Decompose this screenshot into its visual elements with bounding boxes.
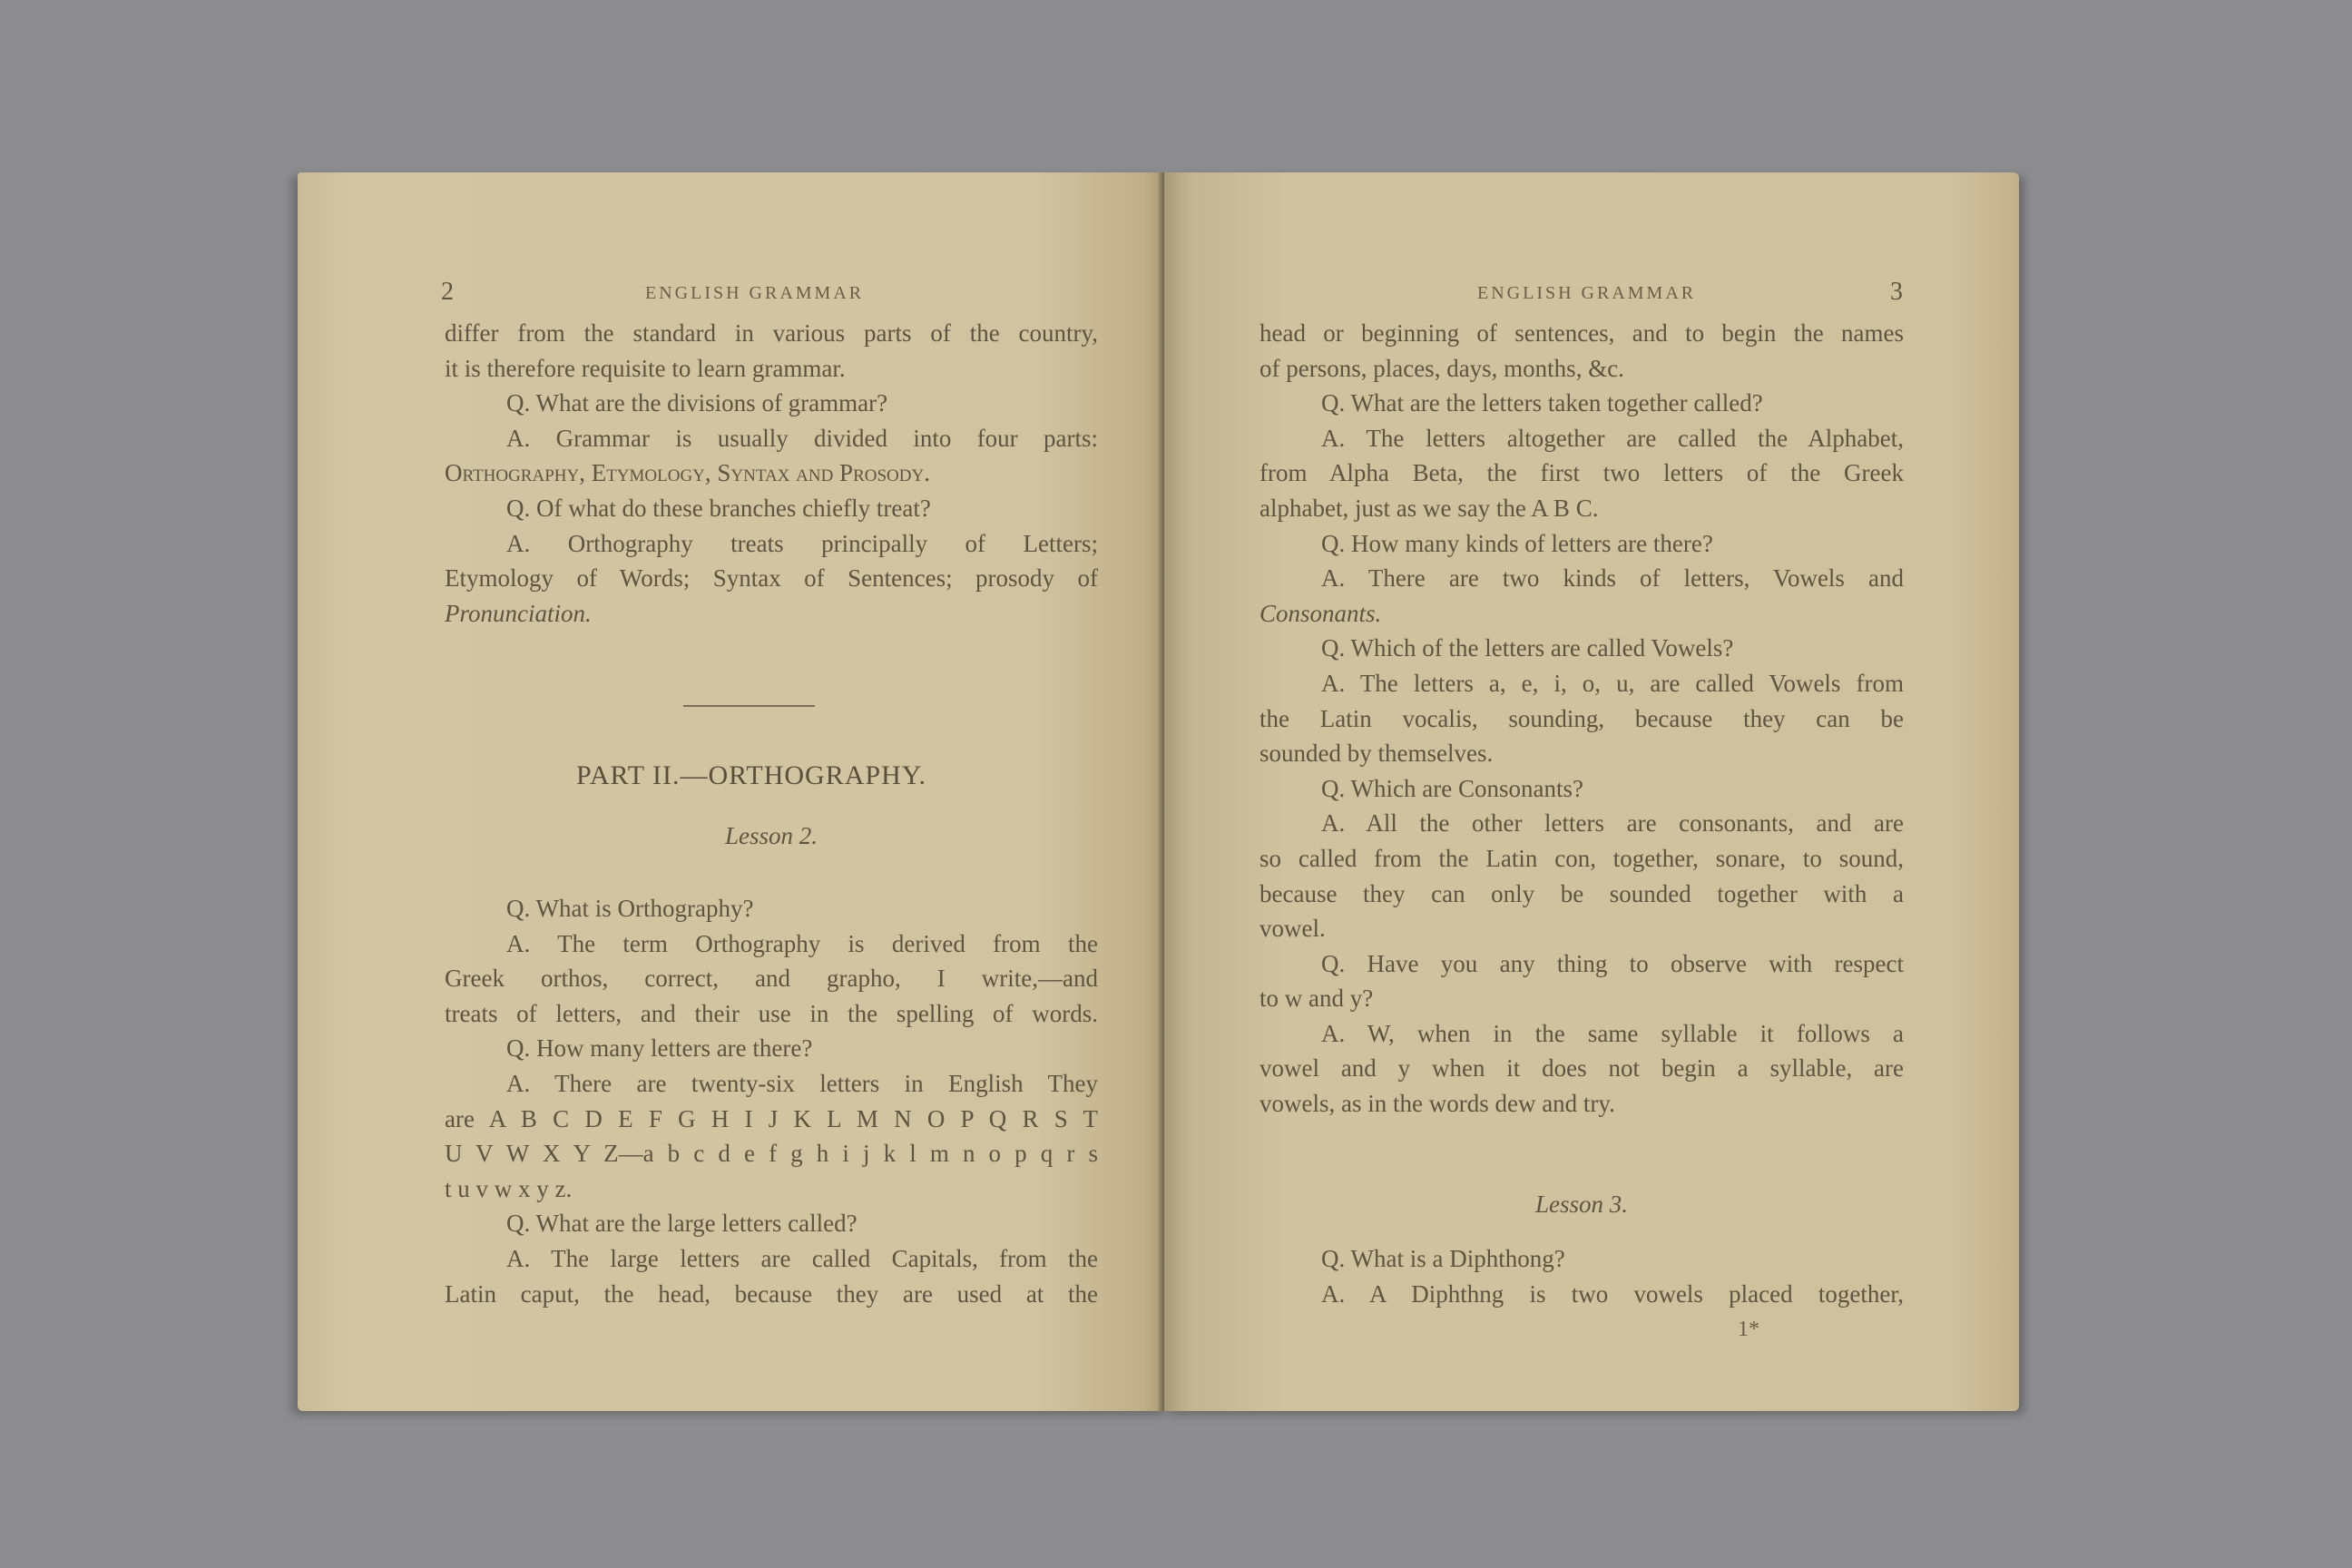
text-line: sounded by themselves. [1259,740,1494,768]
question-line: Q. Which are Consonants? [1321,774,1583,802]
right-bottom-text [1259,1241,1904,1311]
page-number: 2 [441,278,454,306]
text-line: head or beginning of sentences, and to begin the names [1259,319,1904,347]
text-line: because they can only be sounded together with a [1259,879,1904,907]
running-head: ENGLISH GRAMMAR [645,283,865,303]
signature-mark: 1* [1738,1318,1759,1341]
text-line: of persons, places, days, months, &c. [1259,354,1624,382]
text-line: alphabet, just as we say the A B C. [1259,494,1599,522]
alphabet-line: U V W X Y Z—a b c d e f g h i j k l m n o p q r s [445,1140,1098,1168]
question-line: Q. Have you any thing to observe with respect [1321,949,1904,977]
text-line: Latin caput, the head, because they are used at the [445,1279,1098,1308]
question-line: Q. Which of the letters are called Vowels? [1321,634,1734,662]
left-body-text [445,891,1098,1311]
answer-line: A. A Diphthng is two vowels placed together, [1321,1279,1904,1308]
text-line: vowel and y when it does not begin a syllable, are [1259,1054,1904,1083]
question-line: Q. How many kinds of letters are there? [1321,529,1713,557]
text-line: Greek orthos, correct, and grapho, I write,—and [445,965,1098,993]
answer-line: A. There are twenty-six letters in English They [506,1069,1098,1097]
question-line: Q. How many letters are there? [506,1034,813,1063]
left-page [298,172,1169,1411]
answer-line: A. W, when in the same syllable it follows a [1321,1019,1904,1047]
question-line: Q. What are the large letters called? [506,1210,858,1238]
alphabet-line: t u v w x y z. [445,1174,573,1202]
text-line: it is therefore requisite to learn grammar. [445,354,846,382]
question-line: Q. What are the letters taken together called? [1321,389,1763,417]
question-line: Q. What is a Diphthong? [1321,1245,1565,1272]
lesson-title: Lesson 2. [724,822,818,849]
section-divider [683,705,815,707]
page-number: 3 [1890,278,1903,306]
right-lesson-block [1259,1187,1904,1222]
answer-line: A. Orthography treats principally of Letters; [506,529,1098,557]
text-line: Pronunciation. [445,599,592,627]
right-top-text [1259,316,1904,1122]
part-title: PART II.—ORTHOGRAPHY. [575,760,927,790]
alphabet-line: are A B C D E F G H I J K L M N O P Q R S T [445,1104,1098,1132]
left-lesson-block [445,818,1098,854]
text-line: Orthography, Etymology, Syntax and Prosody. [445,459,930,487]
answer-line: A. The term Orthography is derived from the [506,929,1098,957]
text-line: vowel. [1259,915,1326,943]
question-line: Q. What is Orthography? [506,895,754,922]
question-line: Q. What are the divisions of grammar? [506,389,888,417]
left-top-text [445,316,1098,631]
answer-line: A. Grammar is usually divided into four parts: [506,424,1098,452]
text-line: treats of letters, and their use in the spelling of words. [445,999,1098,1027]
text-line: the Latin vocalis, sounding, because they can be [1259,704,1904,732]
lesson-title: Lesson 3. [1534,1191,1628,1218]
text-line: to w and y? [1259,985,1374,1013]
text-line: differ from the standard in various parts of the country, [445,319,1098,347]
question-line: Q. Of what do these branches chiefly treat? [506,494,931,522]
running-head: ENGLISH GRAMMAR [1477,283,1697,303]
text-line: from Alpha Beta, the first two letters of the Greek [1259,459,1904,487]
answer-line: A. The large letters are called Capitals, from the [506,1244,1098,1272]
open-book [289,172,2024,1411]
answer-line: A. The letters a, e, i, o, u, are called Vowels from [1321,669,1904,697]
answer-line: A. All the other letters are consonants, and are [1321,809,1904,838]
text-line: Consonants. [1259,599,1382,627]
text-line: Etymology of Words; Syntax of Sentences; prosody of [445,564,1098,593]
text-line: so called from the Latin con, together, sonare, to sound, [1259,844,1904,872]
right-page [1164,172,2019,1411]
answer-line: A. The letters altogether are called the Alphabet, [1321,424,1904,452]
answer-line: A. There are two kinds of letters, Vowels and [1321,564,1904,593]
text-line: vowels, as in the words dew and try. [1259,1090,1615,1118]
